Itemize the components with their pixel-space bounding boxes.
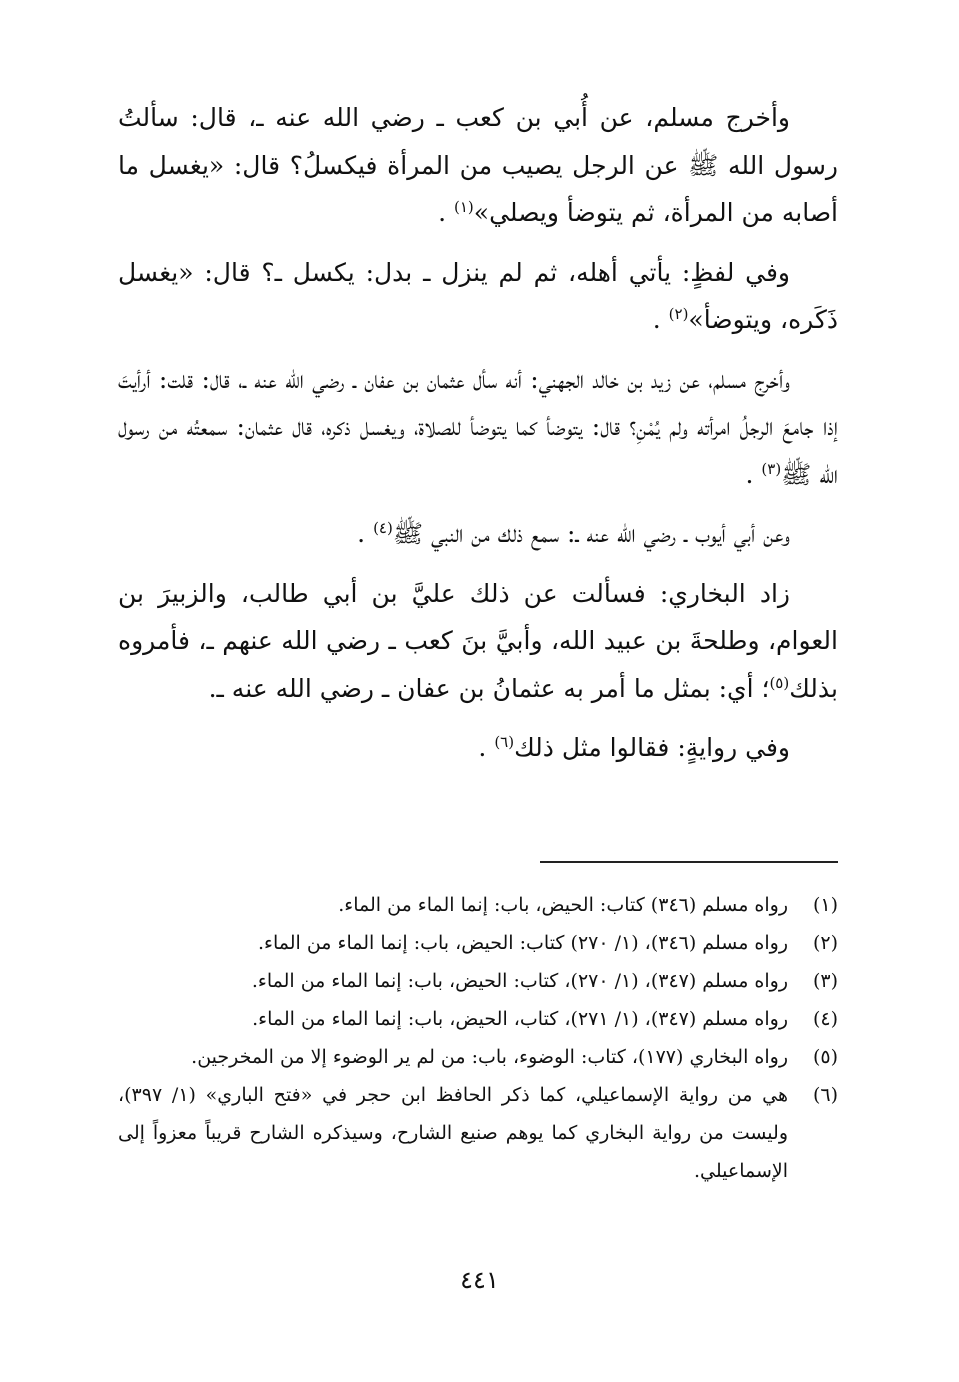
paragraph-text: وأخرج مسلم، عن زيد بن خالد الجهني: أنه سأل عثمان بن عفان ـ رضي الله عنه ـ، قال: قلت: أرأيتَ إذا جامعَ الرجلُ امرأته ولم يُمْنِ؟ قال: يتوضأ كما يتوضأ للصلاة، ويغسل ذكره، قال عثمان: سمعتُه من رسول الله ﷺ [118, 364, 838, 489]
footnote-text: رواه البخاري (١٧٧)، كتاب: الوضوء، باب: من لم ير الوضوء إلا من المخرجين. [191, 1046, 788, 1068]
footnote-item [118, 1000, 838, 1038]
footnote-item [118, 962, 838, 1000]
paragraph-end: ؛ أي: بمثل ما أمر به عثمانُ بن عفان ـ رضي الله عنه ـ. [208, 673, 770, 703]
footnote-text: رواه مسلم (٣٤٧)، (١/ ٢٧١)، كتاب، الحيض، باب: إنما الماء من الماء. [252, 1008, 788, 1030]
paragraph-6 [118, 724, 838, 772]
footnote-item [118, 1076, 838, 1190]
footnote-number: (٥) [812, 1046, 838, 1068]
footnote-text: رواه مسلم (٣٤٦)، (١/ ٢٧٠) كتاب: الحيض، باب: إنما الماء من الماء. [257, 932, 788, 954]
paragraph-4 [118, 510, 838, 558]
paragraph-end: . [745, 459, 762, 489]
footnote-text: رواه مسلم (٣٤٦) كتاب: الحيض، باب: إنما الماء من الماء. [338, 894, 788, 916]
paragraph-end: . [652, 305, 669, 334]
footnote-number: (٢) [812, 932, 838, 954]
paragraph-1 [118, 94, 838, 237]
footnote-number: (٤) [812, 1008, 838, 1030]
footnote-ref-5[interactable]: (٥) [769, 673, 790, 692]
paragraph-5 [118, 570, 838, 713]
footnotes [118, 886, 838, 1190]
footnote-ref-3[interactable]: (٣) [761, 459, 782, 478]
footnote-ref-1[interactable]: (١) [454, 198, 474, 216]
paragraph-end: . [478, 733, 495, 762]
footnote-text: هي من رواية الإسماعيلي، كما ذكر الحافظ ابن حجر في «فتح الباري» (١/ ٣٩٧)، وليست من رواية البخاري كما يوهم صنيع الشارح، وسيذكره الشارح قريباً معزواً إلى الإسماعيلي. [118, 1084, 788, 1182]
paragraph-text: وعن أبي أيوب ـ رضي الله عنه ـ: سمع ذلك من النبي ﷺ [392, 519, 790, 548]
footnote-divider [540, 861, 838, 863]
footnote-item [118, 1038, 838, 1076]
main-text [118, 94, 838, 784]
footnote-ref-2[interactable]: (٢) [668, 305, 689, 323]
paragraph-3 [118, 356, 838, 499]
paragraph-end: . [438, 198, 454, 227]
paragraph-text: وأخرج مسلم، عن أُبي بن كعب ـ رضي الله عنه ـ، قال: سألتُ رسول الله ﷺ عن الرجل يصيب من المرأة فيكسلُ؟ قال: «يغسل ما أصابه من المرأة، ثم يتوضأ ويصلي» [118, 103, 839, 227]
footnote-item [118, 886, 838, 924]
footnote-ref-6[interactable]: (٦) [494, 733, 515, 751]
footnote-text: رواه مسلم (٣٤٧)، (١/ ٢٧٠)، كتاب: الحيض، باب: إنما الماء من الماء. [251, 970, 788, 992]
footnote-number: (٣) [812, 970, 838, 992]
paragraph-text: زاد البخاري: فسألت عن ذلك عليَّ بن أبي طالب، والزبيرَ بن العوام، وطلحةَ بن عبيد الله، وأبيَّ بنَ كعب ـ رضي الله عنهم ـ، فأمروه بذلك [118, 578, 838, 703]
paragraph-2 [118, 249, 838, 344]
footnote-ref-4[interactable]: (٤) [373, 519, 393, 537]
footnote-item [118, 924, 838, 962]
footnote-number: (٦) [812, 1084, 838, 1106]
paragraph-end: . [357, 519, 374, 548]
paragraph-text: وفي لفظٍ: يأتي أهله، ثم لم ينزل ـ بدل: يكسل ـ؟ قال: «يغسل ذَكَره، ويتوضأ» [118, 257, 838, 334]
page-number: ٤٤١ [460, 1266, 499, 1294]
paragraph-text: وفي روايةٍ: فقالوا مثل ذلك [514, 733, 790, 762]
footnote-number: (١) [812, 894, 838, 916]
